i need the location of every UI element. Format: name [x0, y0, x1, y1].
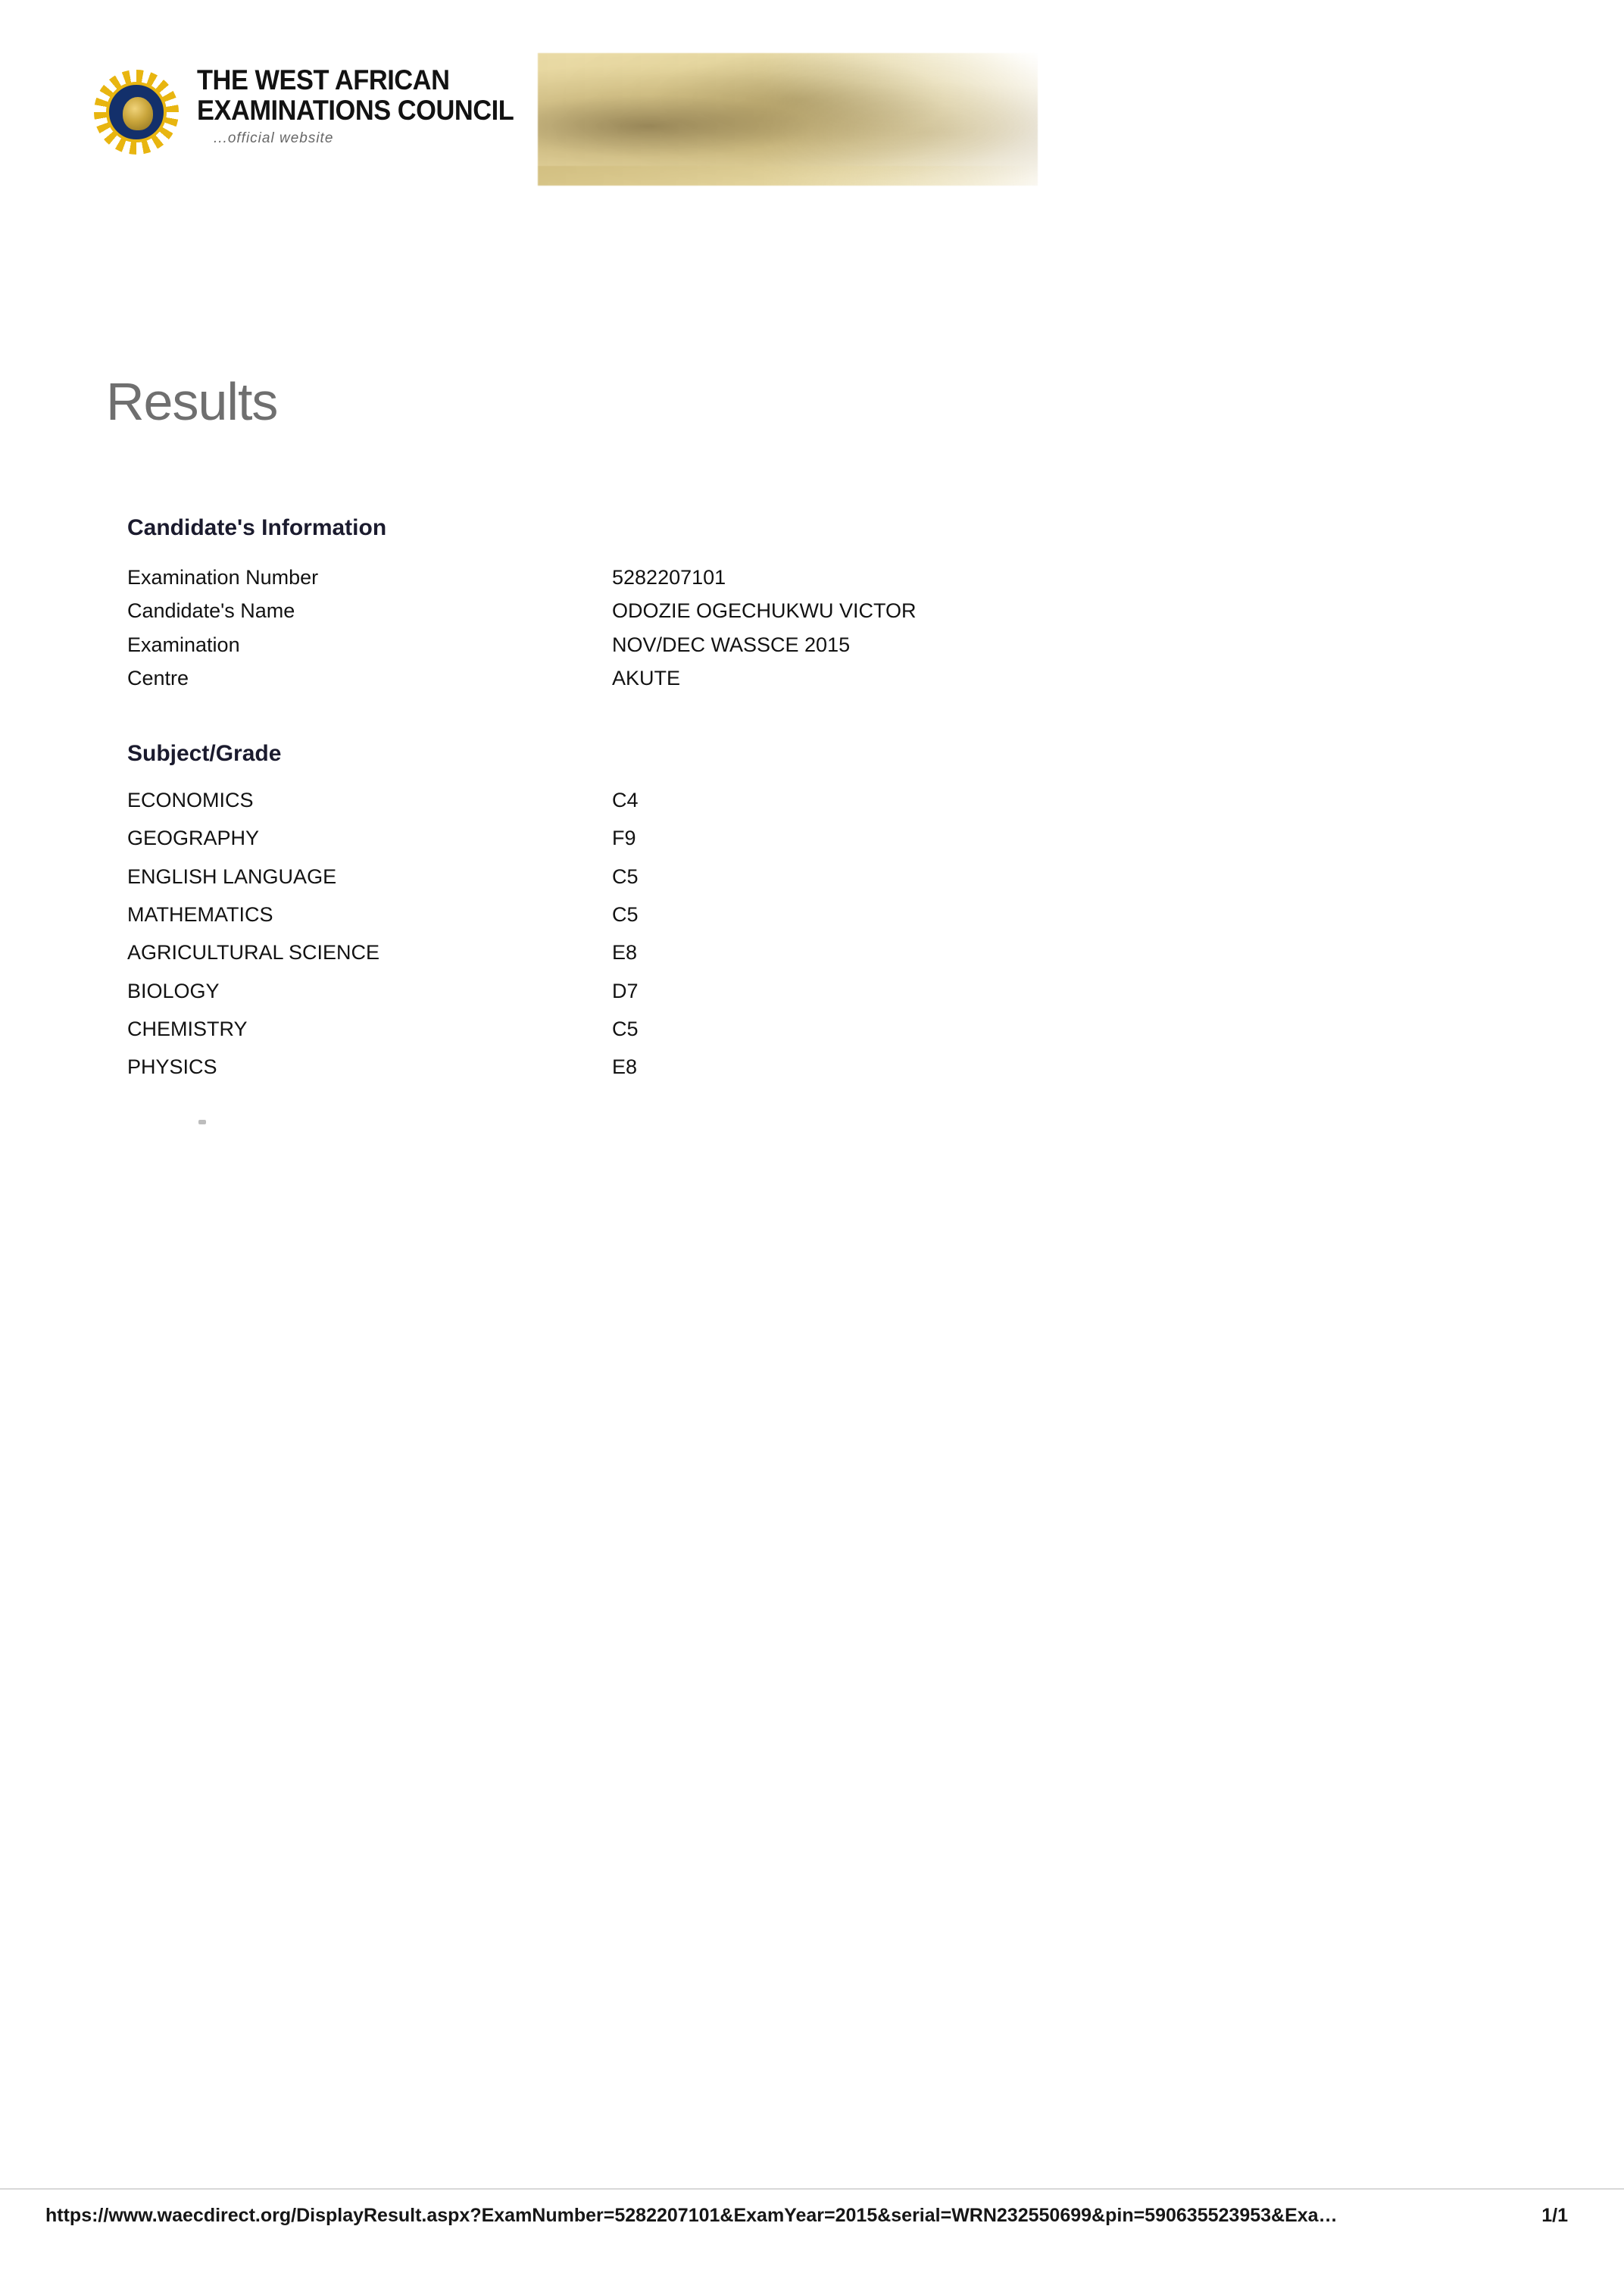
table-row: [127, 1056, 1188, 1094]
table-row: [127, 942, 1188, 980]
info-value-candidate-name: ODOZIE OGECHUKWU VICTOR: [612, 599, 917, 623]
info-value-centre: AKUTE: [612, 667, 681, 690]
table-row: [127, 827, 1188, 865]
info-label-examination: Examination: [127, 633, 240, 656]
subject-grade: F9: [612, 827, 636, 850]
brand-subtitle: ...official website: [214, 130, 334, 146]
table-row: [127, 567, 1188, 600]
subject-name: ECONOMICS: [127, 789, 254, 811]
logo-disc-icon: [106, 82, 167, 142]
subject-grade: E8: [612, 1055, 638, 1079]
brand-line-1: THE WEST AFRICAN: [197, 64, 450, 95]
subject-grade-heading: Subject/Grade: [127, 741, 282, 766]
candidate-information-heading: Candidate's Information: [127, 515, 387, 540]
info-label-centre: Centre: [127, 667, 189, 690]
table-row: [127, 600, 1188, 633]
table-row: [127, 866, 1188, 904]
table-row: [127, 904, 1188, 942]
subject-grade: C5: [612, 864, 639, 888]
subject-name: GEOGRAPHY: [127, 827, 260, 850]
info-value-examination-number: 5282207101: [612, 566, 726, 589]
info-value-examination: NOV/DEC WASSCE 2015: [612, 633, 851, 656]
subject-name: CHEMISTRY: [127, 1018, 248, 1041]
footer-source-url: https://www.waecdirect.org/DisplayResult.aspx?ExamNumber=5282207101&ExamYear=2015&serial=WRN232550699&pin=590635523953&Exa…: [45, 2205, 1338, 2226]
subject-grade: C5: [612, 903, 639, 927]
exam-hall-photo-banner: [538, 53, 1038, 186]
waec-banner: [83, 53, 1030, 193]
table-row: [127, 789, 1188, 827]
footer-divider: [0, 2188, 1624, 2190]
subject-name: MATHEMATICS: [127, 903, 273, 927]
table-row: [127, 634, 1188, 668]
subject-grade: C4: [612, 789, 639, 811]
subject-name: ENGLISH LANGUAGE: [127, 864, 337, 888]
footer-page-indicator: 1/1: [1541, 2205, 1568, 2226]
print-footer: [45, 2205, 1583, 2227]
subject-grade: C5: [612, 1018, 639, 1041]
subject-name: BIOLOGY: [127, 979, 220, 1002]
site-header: [0, 0, 1624, 220]
brand-text: [197, 65, 553, 147]
info-label-candidate-name: Candidate's Name: [127, 599, 295, 623]
info-label-examination-number: Examination Number: [127, 566, 319, 589]
subject-grade-table: [127, 789, 1188, 1095]
scan-artifact-mark: [198, 1120, 206, 1124]
brand-line-2: EXAMINATIONS COUNCIL: [197, 94, 514, 126]
subject-grade: D7: [612, 979, 639, 1002]
subject-grade: E8: [612, 941, 638, 965]
table-row: [127, 668, 1188, 701]
subject-name: PHYSICS: [127, 1055, 217, 1079]
subject-name: AGRICULTURAL SCIENCE: [127, 941, 380, 965]
waec-sunburst-logo-icon: [89, 67, 186, 156]
table-row: [127, 980, 1188, 1018]
table-row: [127, 1018, 1188, 1056]
candidate-information-table: [127, 567, 1188, 701]
page-title: Results: [106, 372, 278, 431]
